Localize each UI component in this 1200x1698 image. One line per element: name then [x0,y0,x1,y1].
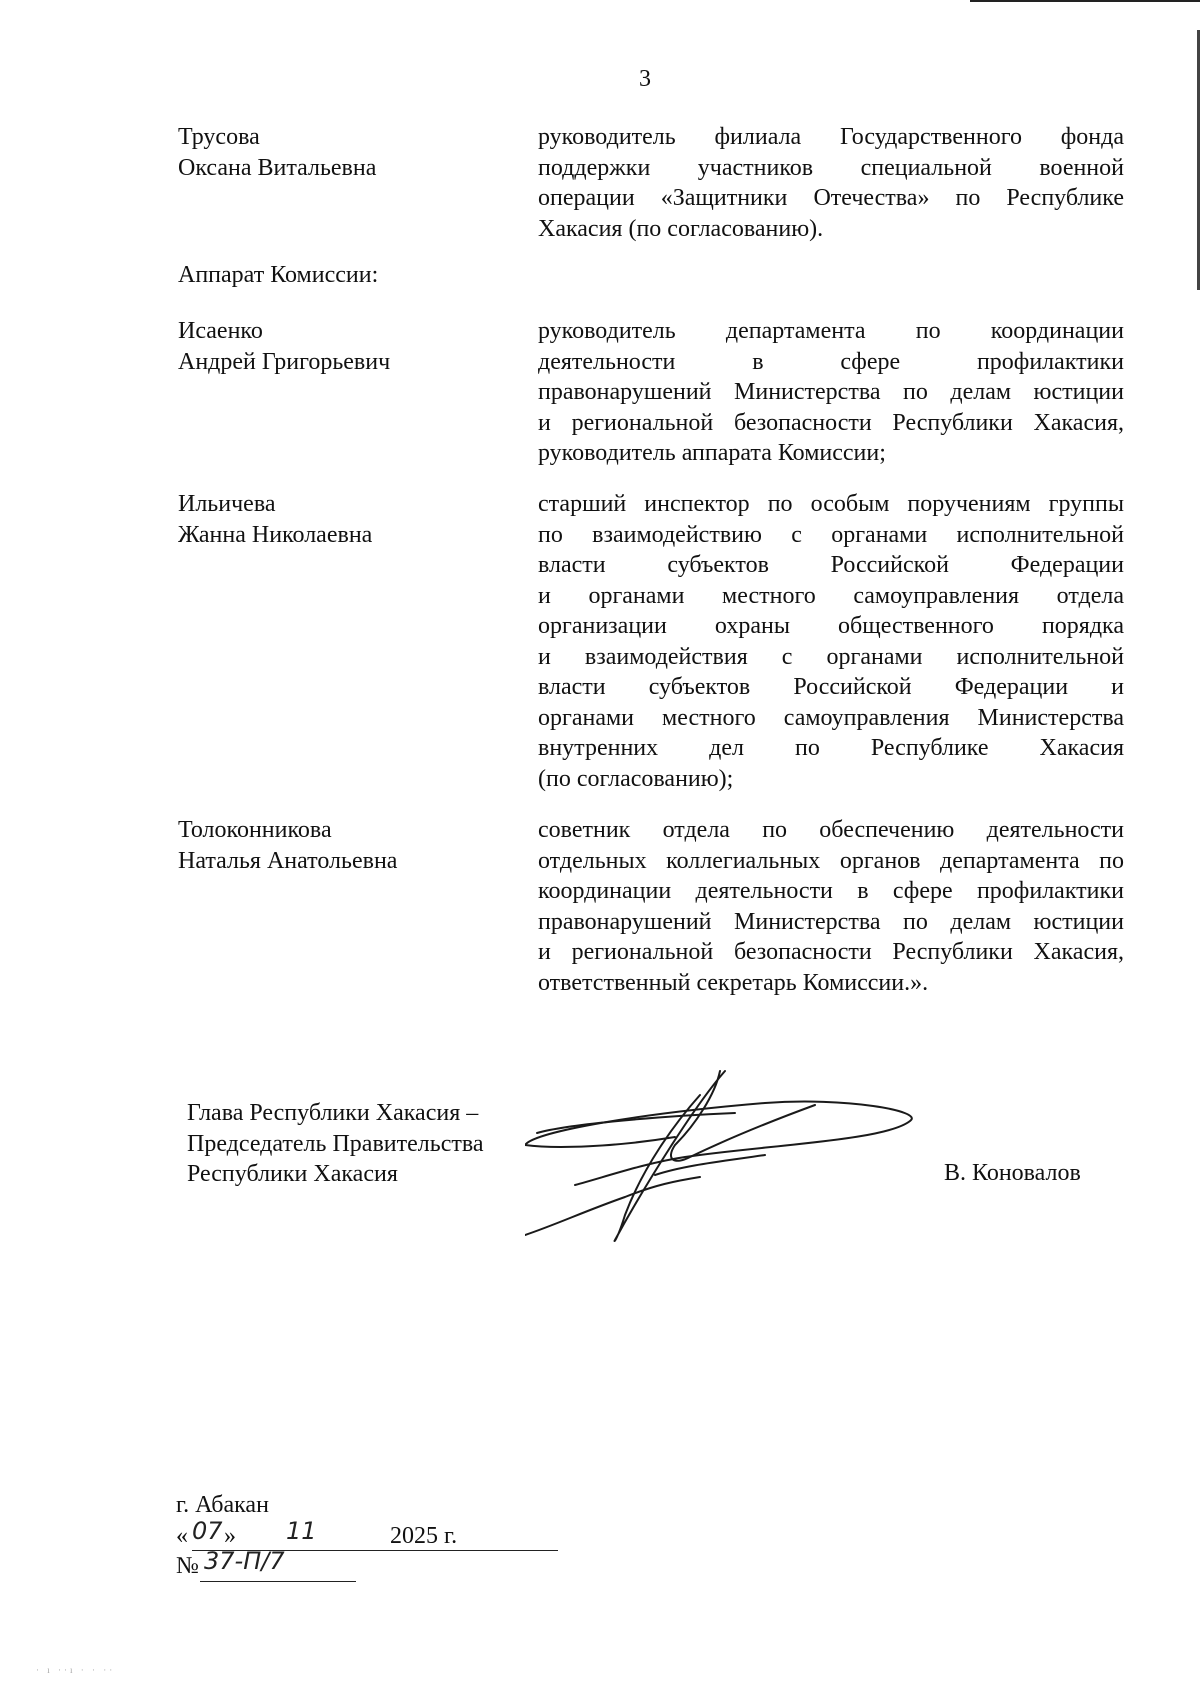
position-line: власти субъектов Российской Федерации [538,552,1124,578]
signatory-title-line: Глава Республики Хакасия – [187,1100,479,1126]
position-line: внутренних дел по Республике Хакасия [538,735,1124,761]
section-heading-apparatus: Аппарат Комиссии: [178,262,379,288]
position-line: и региональной безопасности Республики Хакасия, [538,409,1124,436]
position-line: органами местного самоуправления Министерства [538,704,1124,731]
position-line: Хакасия (по согласованию). [538,215,824,242]
member-position [538,815,1124,998]
member-name [178,122,508,183]
member-surname: Ильичева [178,491,276,517]
member-name [178,489,508,550]
signatory-title-line: Председатель Правительства [187,1130,484,1157]
scan-noise: · ı ··ı · · ·· [36,1665,116,1675]
member-given-names: Наталья Анатольевна [178,847,398,874]
number-label: № [176,1553,199,1579]
member-entry-ilicheva [178,489,1124,794]
position-line: отдельных коллегиальных органов департамента по [538,847,1124,874]
member-name [178,815,508,876]
member-entry-isaenko [178,316,1124,469]
date-year: 2025 г. [390,1523,458,1549]
position-line: власти субъектов Российской Федерации и [538,674,1124,700]
member-position [538,122,1124,244]
position-line: поддержки участников специальной военной [538,154,1124,181]
position-line: руководитель филиала Государственного фонда [538,124,1124,150]
position-line: руководитель аппарата Комиссии; [538,440,886,466]
position-line: координации деятельности в сфере профилактики [538,878,1124,904]
member-entry-tolokonnikova [178,815,1124,998]
position-line: (по согласованию); [538,765,734,792]
member-name [178,316,508,377]
number-underline [200,1581,356,1582]
position-line: по взаимодействию с органами исполнительной [538,521,1124,548]
position-line: и взаимодействия с органами исполнительной [538,643,1124,670]
member-given-names: Оксана Витальевна [178,154,377,181]
member-surname: Трусова [178,124,260,150]
member-position [538,316,1124,469]
position-line: и региональной безопасности Республики Хакасия, [538,939,1124,965]
number-value: 37-П/7 [204,1547,285,1575]
member-given-names: Андрей Григорьевич [178,348,391,375]
position-line: ответственный секретарь Комиссии.». [538,969,929,996]
date-quote-close: » [224,1523,236,1549]
position-line: правонарушений Министерства по делам юстиции [538,908,1124,935]
position-line: правонарушений Министерства по делам юстиции [538,379,1124,405]
scan-edge-top [970,0,1200,2]
member-surname: Толоконникова [178,817,332,843]
position-line: и органами местного самоуправления отдела [538,582,1124,609]
member-position [538,489,1124,794]
date-quote-open: « [176,1523,188,1549]
member-entry-trusova [178,122,1124,244]
position-line: организации охраны общественного порядка [538,613,1124,639]
position-line: операции «Защитники Отечества» по Республике [538,185,1124,211]
document-place: г. Абакан [176,1492,269,1518]
signatory-name: В. Коновалов [944,1160,1081,1186]
date-month: 11 [286,1517,317,1545]
member-surname: Исаенко [178,318,263,344]
handwritten-signature-icon [525,1065,925,1245]
position-line: старший инспектор по особым поручениям группы [538,491,1124,517]
position-line: советник отдела по обеспечению деятельности [538,817,1124,843]
date-day: 07 [192,1517,223,1545]
page-number: 3 [639,66,651,92]
position-line: руководитель департамента по координации [538,318,1124,344]
member-given-names: Жанна Николаевна [178,521,373,548]
document-number [176,1547,376,1585]
signatory-title-line: Республики Хакасия [187,1161,398,1187]
signatory-title [187,1098,484,1190]
position-line: деятельности в сфере профилактики [538,348,1124,375]
